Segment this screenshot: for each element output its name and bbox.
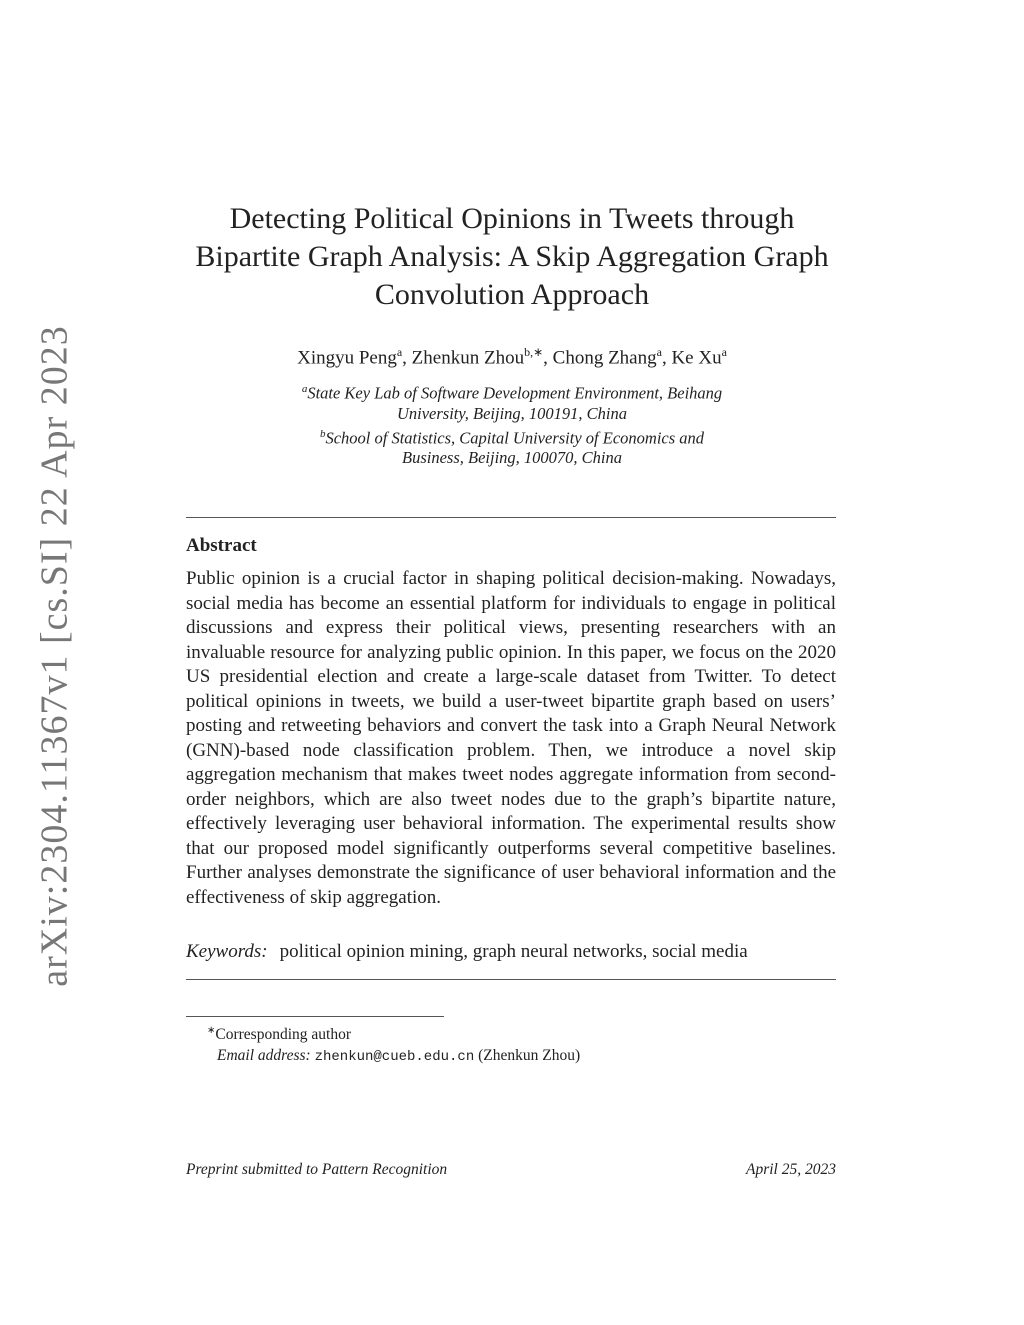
- abstract-heading: Abstract: [186, 535, 257, 556]
- footnote: [207, 1020, 580, 1068]
- keywords: [186, 941, 748, 963]
- affiliation-line: Business, Beijing, 100070, China: [402, 448, 622, 467]
- affiliation-mark: a: [301, 383, 308, 395]
- title-line: Bipartite Graph Analysis: A Skip Aggregation Graph: [195, 240, 829, 273]
- abstract-top-rule: [186, 517, 836, 518]
- affiliation-list: [150, 379, 874, 468]
- affiliation-mark: b: [319, 427, 326, 440]
- page-footer: [186, 1161, 836, 1179]
- email-address[interactable]: zhenkun@cueb.edu.cn: [314, 1049, 475, 1066]
- author-separator: ,: [402, 347, 412, 369]
- footer-date: April 25, 2023: [746, 1161, 836, 1178]
- arxiv-identifier: arXiv:2304.11367v1 [cs.SI] 22 Apr 2023: [34, 325, 77, 987]
- author-name: Chong Zhang: [552, 347, 657, 369]
- author-affiliation-mark: a: [656, 345, 662, 359]
- title-line: Detecting Political Opinions in Tweets through: [229, 202, 795, 235]
- affiliation-line: University, Beijing, 100191, China: [396, 403, 628, 423]
- affiliation-line: $^a$State Key Lab of Software Development Environment, Beihang: [301, 383, 723, 403]
- abstract-body: Public opinion is a crucial factor in shaping political decision-making. Nowadays, social media has become an essential platform for individuals to engage in political discussions and express their political views, presenting researchers with an invaluable resource for analyzing public opinion. In this paper, we focus on the 2020 US presidential election and create a large-scale dataset from Twitter. To detect political opinions in tweets, we build a user-tweet bipartite graph based on users’ posting and retweeting behaviors and convert the task into a Graph Neural Network (GNN)-based node classification problem. Then, we introduce a novel skip aggregation mechanism that makes tweet nodes aggregate information from second-order neighbors, which are also tweet nodes due to the graph’s bipartite nature, effectively leveraging user behavioral information. The experimental results show that our proposed model significantly outperforms several competitive baselines. Further analyses demonstrate the significance of user behavioral information and the effectiveness of skip aggregation.: [186, 568, 836, 908]
- author-list: [150, 340, 874, 370]
- author-name: Zhenkun Zhou: [411, 347, 525, 369]
- keywords-text: political opinion mining, graph neural networks, social media: [279, 941, 748, 962]
- paper-title: [150, 200, 874, 314]
- abstract-bottom-rule: [186, 979, 836, 980]
- affiliation-line: $^b$School of Statistics, Capital University of Economics and: [319, 427, 705, 447]
- author-name: Xingyu Peng: [297, 347, 397, 369]
- email-owner: (Zhenkun Zhou): [478, 1047, 581, 1065]
- author-affiliation-mark: a: [721, 345, 727, 359]
- author-separator: ,: [661, 347, 672, 369]
- author-separator: ,: [543, 347, 553, 369]
- author-affiliation-mark: a: [396, 345, 403, 359]
- title-line: Convolution Approach: [374, 278, 650, 311]
- email-line: [207, 1045, 580, 1068]
- author-affiliation-mark: b,∗: [524, 345, 544, 359]
- footnote-mark: ∗: [207, 1025, 216, 1036]
- keywords-label: Keywords:: [186, 941, 268, 962]
- author-name: Ke Xu: [671, 347, 722, 369]
- corresponding-author-note: ∗Corresponding author: [207, 1025, 351, 1044]
- email-label: Email address:: [217, 1047, 311, 1065]
- footer-submission: Preprint submitted to Pattern Recognition: [186, 1161, 448, 1178]
- footnote-rule: [186, 1016, 444, 1017]
